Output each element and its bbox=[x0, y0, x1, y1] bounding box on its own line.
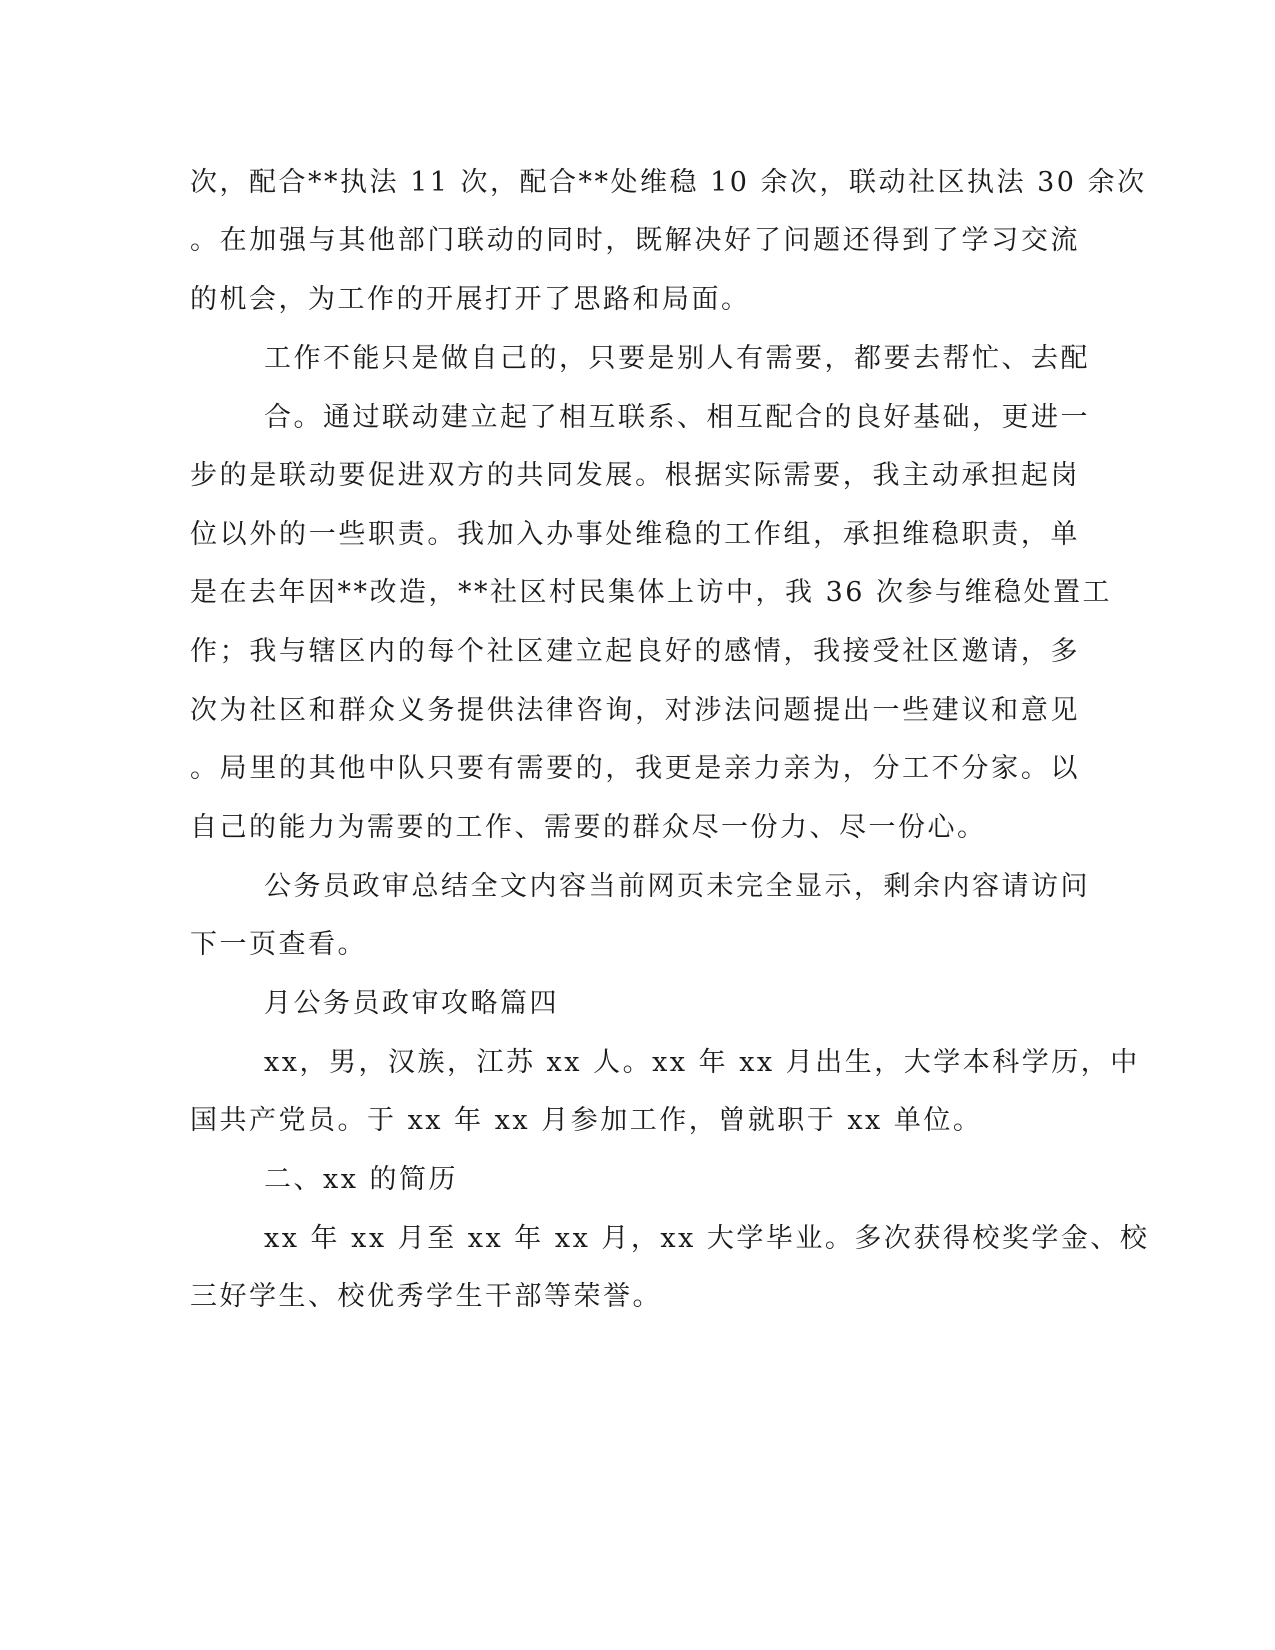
paragraph-first-line: 工作不能只是做自己的，只要是别人有需要，都要去帮忙、去配 bbox=[264, 343, 1090, 374]
section-heading: 二、xx 的简历 bbox=[264, 1164, 459, 1195]
section-heading: 月公务员政审攻略篇四 bbox=[264, 988, 559, 1019]
text-line: 次，配合**执法 11 次，配合**处维稳 10 余次，联动社区执法 30 余次 bbox=[190, 167, 1147, 198]
text-line: 国共产党员。于 xx 年 xx 月参加工作，曾就职于 xx 单位。 bbox=[190, 1105, 983, 1136]
text-line: 。在加强与其他部门联动的同时，既解决好了问题还得到了学习交流 bbox=[190, 225, 1080, 256]
text-line: 下一页查看。 bbox=[190, 929, 367, 960]
text-line: 的机会，为工作的开展打开了思路和局面。 bbox=[190, 284, 751, 315]
paragraph-first-line: 公务员政审总结全文内容当前网页未完全显示，剩余内容请访问 bbox=[264, 871, 1090, 902]
text-line: 合。通过联动建立起了相互联系、相互配合的良好基础，更进一 bbox=[264, 402, 1090, 433]
text-line: 。局里的其他中队只要有需要的，我更是亲力亲为，分工不分家。以 bbox=[190, 753, 1080, 784]
text-line: 步的是联动要促进双方的共同发展。根据实际需要，我主动承担起岗 bbox=[190, 460, 1080, 491]
text-line: 自己的能力为需要的工作、需要的群众尽一份力、尽一份心。 bbox=[190, 812, 987, 843]
paragraph-first-line: xx 年 xx 月至 xx 年 xx 月，xx 大学毕业。多次获得校奖学金、校 bbox=[264, 1223, 1150, 1254]
paragraph-first-line: xx，男，汉族，江苏 xx 人。xx 年 xx 月出生，大学本科学历，中 bbox=[264, 1047, 1140, 1078]
text-line: 是在去年因**改造，**社区村民集体上访中，我 36 次参与维稳处置工 bbox=[190, 577, 1113, 608]
text-line: 次为社区和群众义务提供法律咨询，对涉法问题提出一些建议和意见 bbox=[190, 695, 1080, 726]
text-line: 作；我与辖区内的每个社区建立起良好的感情，我接受社区邀请，多 bbox=[190, 636, 1080, 667]
text-line: 三好学生、校优秀学生干部等荣誉。 bbox=[190, 1281, 662, 1312]
text-line: 位以外的一些职责。我加入办事处维稳的工作组，承担维稳职责，单 bbox=[190, 519, 1080, 550]
